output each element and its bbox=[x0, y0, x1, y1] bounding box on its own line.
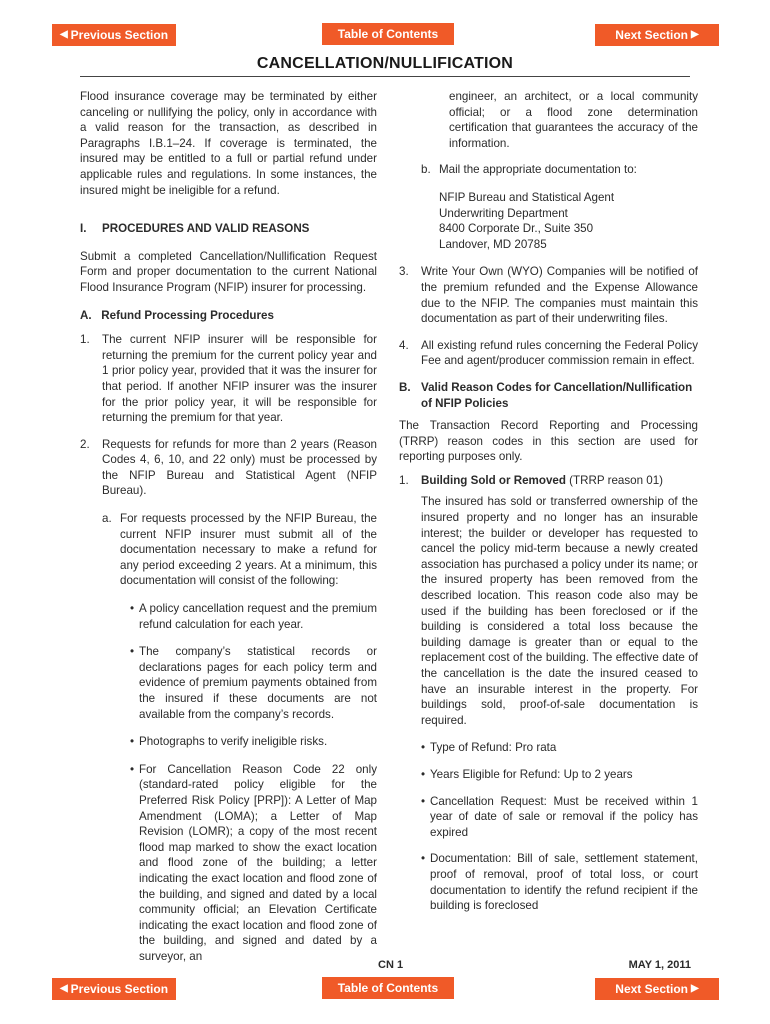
bullet-icon: • bbox=[421, 794, 426, 808]
section-i-heading bbox=[80, 221, 377, 237]
bullet-icon: • bbox=[130, 645, 135, 659]
section-b-heading bbox=[399, 380, 698, 411]
item-text: All existing refund rules concerning the Federal Policy Fee and agent/producer commission remain in effect. bbox=[421, 338, 698, 368]
table-of-contents-label: Table of Contents bbox=[337, 27, 439, 41]
arrow-right-icon: ▶ bbox=[690, 29, 699, 40]
arrow-right-icon: ▶ bbox=[690, 983, 699, 994]
sub-item-a bbox=[102, 511, 377, 589]
item-text: Write Your Own (WYO) Companies will be notified of the premium refunded and the Expense Allowance due to the NFIP. The companies must maintain this documentation as part of their underwriting files. bbox=[421, 265, 698, 326]
bullet-text-continued: engineer, an architect, or a local community official; or a flood zone determination certification that guarantees the accuracy of the information. bbox=[449, 90, 698, 150]
section-b-intro: The Transaction Record Reporting and Processing (TRRP) reason codes in this section are used for reporting purposes only. bbox=[399, 419, 698, 464]
list-item bbox=[130, 734, 377, 750]
table-of-contents-label: Table of Contents bbox=[337, 981, 439, 995]
section-a-heading: A. Refund Processing Procedures bbox=[80, 308, 274, 322]
table-of-contents-button-bottom[interactable] bbox=[322, 977, 454, 999]
bullet-text: The company’s statistical records or declarations pages for each policy term and evidence of premium payments obtained from the insured if these documents are not available from the company’s records. bbox=[139, 645, 377, 721]
address-line: Underwriting Department bbox=[439, 206, 568, 220]
section-b-letter: B. bbox=[399, 380, 411, 394]
reason-block bbox=[421, 494, 698, 913]
sub-list bbox=[102, 511, 377, 964]
item-code: (TRRP reason 01) bbox=[565, 473, 664, 487]
bullet-icon: • bbox=[130, 602, 135, 616]
list-item bbox=[80, 437, 377, 499]
bullet-text: A policy cancellation request and the premium refund calculation for each year. bbox=[139, 602, 377, 631]
next-section-label: Next Section bbox=[615, 982, 688, 996]
reason-description: The insured has sold or transferred ownership of the insured property and no longer has an insurable interest; the builder or developer has requested to cancel the policy mid-term because a newly created association has purchased a policy under its name; or the insured property has been removed from the described location. This reason code also may be used if the building has been foreclosed or if the building is considered a total loss because the building damage is greater than or equal to the replacement cost of the building. The effective date of the cancellation is the date the insured ceased to have an insurable interest in the property. For buildings sold, proof-of-sale documentation is required. bbox=[421, 495, 698, 727]
item-number: 3. bbox=[399, 265, 409, 279]
section-b-title: Valid Reason Codes for Cancellation/Nullification of NFIP Policies bbox=[421, 380, 693, 410]
bullet-text: For Cancellation Reason Code 22 only (standard-rated policy eligible for the Preferred Risk Policy [PRP]): A Letter of Map Amendment (LOMA); a Letter of Map Revision (LOMR); a copy of the most recent flood map marked to show the exact location and flood zone of the building; a letter indicating the exact location and flood zone of the building, and signed and dated by a local community official; an Elevation Certificate indicating the exact location and flood zone of the building, and signed and dated by a surveyor, an bbox=[139, 762, 377, 963]
page-date: MAY 1, 2011 bbox=[628, 959, 691, 971]
arrow-left-icon: ◀ bbox=[59, 29, 68, 40]
list-item bbox=[130, 601, 377, 632]
previous-section-label: Previous Section bbox=[70, 982, 169, 996]
list-item bbox=[399, 338, 698, 369]
bullet-text: Photographs to verify ineligible risks. bbox=[139, 735, 328, 749]
list-item bbox=[399, 264, 698, 326]
list-item bbox=[130, 762, 377, 965]
list-item bbox=[421, 767, 698, 783]
list-item bbox=[130, 644, 377, 722]
bullet-icon: • bbox=[130, 762, 135, 776]
address-line: NFIP Bureau and Statistical Agent bbox=[439, 190, 615, 204]
sub-item-text: Mail the appropriate documentation to: bbox=[439, 163, 637, 177]
sub-item-letter: a. bbox=[102, 512, 112, 526]
sub-item-text: For requests processed by the NFIP Bureau, the current NFIP insurer must submit all of the documentation necessary to make a refund for any period exceeding 2 years. At a minimum, this documentation will consist of the following: bbox=[120, 512, 377, 588]
bullet-text: Cancellation Request: Must be received within 1 year of date of sale or removal if the policy has expired bbox=[430, 794, 698, 839]
item-number: 4. bbox=[399, 338, 409, 352]
previous-section-button-bottom[interactable] bbox=[52, 978, 176, 1000]
bullet-icon: • bbox=[421, 741, 426, 755]
previous-section-button[interactable] bbox=[52, 24, 176, 46]
section-i-intro: Submit a completed Cancellation/Nullification Request Form and proper documentation to the current National Flood Insurance Program (NFIP) insurer for processing. bbox=[80, 249, 377, 294]
previous-section-label: Previous Section bbox=[70, 28, 169, 42]
list-item bbox=[421, 740, 698, 756]
intro-paragraph: Flood insurance coverage may be terminated by either canceling or nullifying the policy, only in accordance with a valid reason for the transaction, as described in Paragraphs I.B.1–24. If coverage is terminated, the insured may be entitled to a full or partial refund under applicable rules and regulations. In some instances, the insured might be ineligible for a refund. bbox=[80, 90, 377, 197]
item-title bbox=[421, 473, 698, 489]
item-number: 1. bbox=[399, 473, 409, 487]
list-item bbox=[421, 794, 698, 841]
bullet-text: Years Eligible for Refund: Up to 2 years bbox=[430, 767, 633, 781]
next-section-label: Next Section bbox=[615, 28, 688, 42]
list-item bbox=[421, 851, 698, 913]
bullet-text: Documentation: Bill of sale, settlement statement, proof of removal, proof of total loss, or court documentation to identify the refund recipient if the building is foreclosed bbox=[430, 852, 698, 913]
sub-item-letter: b. bbox=[421, 163, 431, 177]
list-item bbox=[80, 332, 377, 426]
next-section-button-bottom[interactable] bbox=[595, 978, 719, 1000]
bullet-list bbox=[130, 601, 377, 964]
page-title: CANCELLATION/NULLIFICATION bbox=[256, 55, 514, 72]
bullet-icon: • bbox=[421, 767, 426, 781]
bullet-continuation bbox=[449, 89, 698, 151]
section-i-title: PROCEDURES AND VALID REASONS bbox=[102, 222, 310, 236]
item-text: Requests for refunds for more than 2 years (Reason Codes 4, 6, 10, and 22 only) must be processed by the NFIP Bureau and Statistical Agent (NFIP Bureau). bbox=[102, 437, 377, 498]
bullet-icon: • bbox=[421, 852, 426, 866]
item-number: 2. bbox=[80, 437, 90, 451]
address-line: Landover, MD 20785 bbox=[439, 237, 547, 251]
bullet-icon: • bbox=[130, 735, 135, 749]
title-divider bbox=[80, 76, 690, 77]
section-i-number: I. bbox=[80, 222, 87, 236]
item-title-bold: Building Sold or Removed bbox=[421, 473, 566, 487]
sub-item-b bbox=[421, 162, 698, 178]
left-column bbox=[80, 89, 377, 965]
list-item bbox=[399, 473, 698, 489]
table-of-contents-button[interactable] bbox=[322, 23, 454, 45]
item-number: 1. bbox=[80, 333, 90, 347]
arrow-left-icon: ◀ bbox=[59, 983, 68, 994]
right-column bbox=[399, 89, 698, 914]
bullet-text: Type of Refund: Pro rata bbox=[430, 741, 557, 755]
address-line: 8400 Corporate Dr., Suite 350 bbox=[439, 222, 594, 236]
item-text: The current NFIP insurer will be responsible for returning the premium for the current policy year and 1 prior policy year, provided that it was the insurer for that period. If another NFIP insurer was the insurer for the prior policy year, it will be responsible for returning the premium for that year. bbox=[102, 333, 377, 425]
page-number: CN 1 bbox=[378, 959, 404, 971]
next-section-button[interactable] bbox=[595, 24, 719, 46]
mailing-address bbox=[439, 190, 698, 252]
